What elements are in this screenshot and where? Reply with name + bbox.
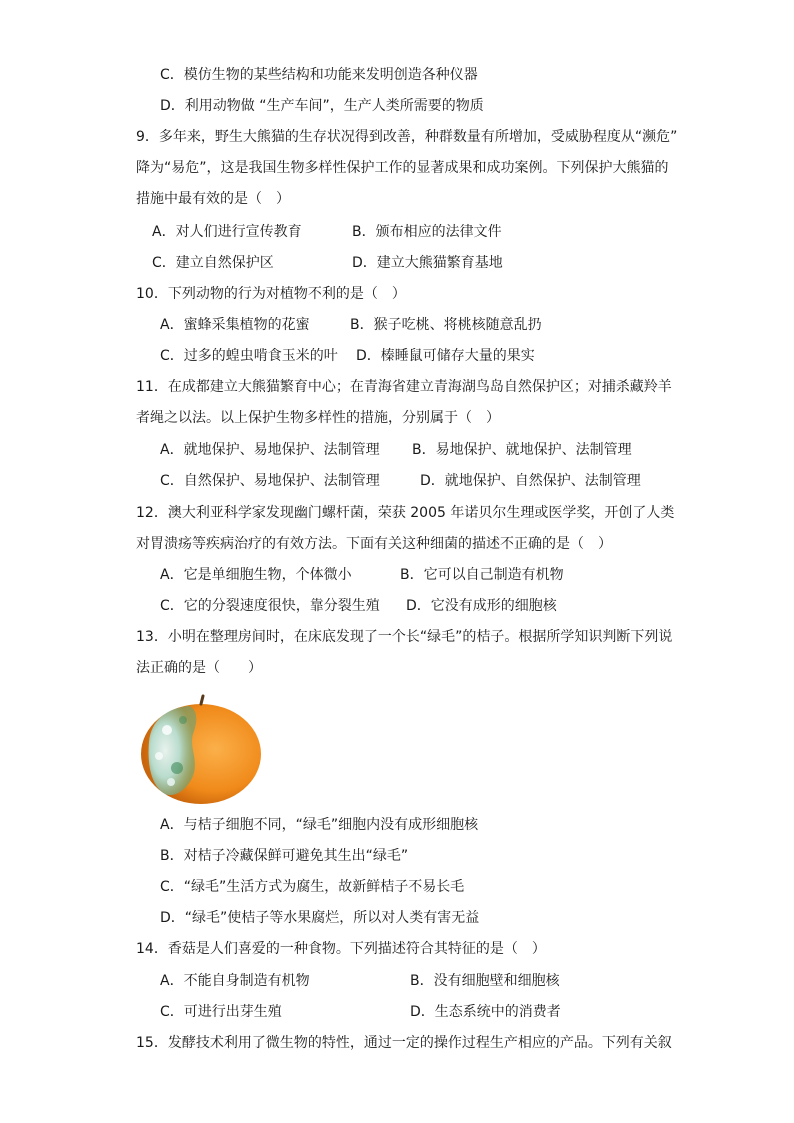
q9-option-d: D．建立大熊猫繁育基地 — [352, 255, 503, 271]
q11-option-a: A．就地保护、易地保护、法制管理 — [160, 442, 380, 458]
option-c-line: C．模仿生物的某些结构和功能来发明创造各种仪器 — [160, 67, 478, 83]
question-15: 15．发酵技术利用了微生物的特性，通过一定的操作过程生产相应的产品。下列有关叙 — [136, 1035, 672, 1051]
question-9-line-3: 措施中最有效的是（ ） — [136, 191, 290, 207]
question-9-line-2: 降为“易危”，这是我国生物多样性保护工作的显著成果和成功案例。下列保护大熊猫的 — [136, 160, 669, 176]
q10-option-b: B．猴子吃桃、将桃核随意乱扔 — [350, 317, 542, 333]
q11-option-b: B．易地保护、就地保护、法制管理 — [412, 442, 632, 458]
q11-option-d: D．就地保护、自然保护、法制管理 — [420, 473, 641, 489]
q12-option-b: B．它可以自己制造有机物 — [400, 567, 564, 583]
q9-option-a: A．对人们进行宣传教育 — [152, 224, 302, 240]
moldy-orange-photo — [137, 690, 263, 808]
question-13-line-1: 13．小明在整理房间时，在床底发现了一个长“绿毛”的桔子。根据所学知识判断下列说 — [136, 629, 673, 645]
q12-option-c: C．它的分裂速度很快，靠分裂生殖 — [160, 598, 380, 614]
question-9-line-1: 9．多年来，野生大熊猫的生存状况得到改善，种群数量有所增加，受威胁程度从“濒危” — [136, 129, 678, 145]
q10-option-c: C．过多的蝗虫啃食玉米的叶 — [160, 348, 338, 364]
q13-option-b: B．对桔子冷藏保鲜可避免其生出“绿毛” — [160, 848, 409, 864]
q11-option-c: C．自然保护、易地保护、法制管理 — [160, 473, 380, 489]
q12-option-d: D．它没有成形的细胞核 — [406, 598, 557, 614]
q10-option-a: A．蜜蜂采集植物的花蜜 — [160, 317, 310, 333]
question-11-line-1: 11．在成都建立大熊猫繁育中心；在青海省建立青海湖鸟岛自然保护区；对捕杀藏羚羊 — [136, 379, 672, 395]
q13-option-c: C．“绿毛”生活方式为腐生，故新鲜桔子不易长毛 — [160, 879, 465, 895]
question-10: 10．下列动物的行为对植物不利的是（ ） — [136, 286, 406, 302]
question-13-line-2: 法正确的是（ ） — [136, 660, 262, 676]
moldy-orange-icon — [137, 690, 263, 808]
question-12-line-1: 12．澳大利亚科学家发现幽门螺杆菌，荣获 2005 年诺贝尔生理或医学奖，开创了人类 — [136, 505, 675, 521]
question-14: 14．香菇是人们喜爱的一种食物。下列描述符合其特征的是（ ） — [136, 941, 546, 957]
q14-option-a: A．不能自身制造有机物 — [160, 973, 310, 989]
q14-option-c: C．可进行出芽生殖 — [160, 1004, 282, 1020]
q9-option-c: C．建立自然保护区 — [152, 255, 274, 271]
q14-option-d: D．生态系统中的消费者 — [410, 1004, 561, 1020]
q12-option-a: A．它是单细胞生物，个体微小 — [160, 567, 352, 583]
q9-option-b: B．颁布相应的法律文件 — [352, 224, 502, 240]
q10-option-d: D．榛睡鼠可储存大量的果实 — [356, 348, 535, 364]
q13-option-d: D．“绿毛”使桔子等水果腐烂，所以对人类有害无益 — [160, 910, 480, 926]
option-d-line: D．利用动物做 “生产车间”，生产人类所需要的物质 — [160, 98, 484, 114]
question-11-line-2: 者绳之以法。以上保护生物多样性的措施，分别属于（ ） — [136, 410, 500, 426]
q14-option-b: B．没有细胞壁和细胞核 — [410, 973, 560, 989]
question-12-line-2: 对胃溃疡等疾病治疗的有效方法。下面有关这种细菌的描述不正确的是（ ） — [136, 536, 612, 552]
q13-option-a: A．与桔子细胞不同，“绿毛”细胞内没有成形细胞核 — [160, 817, 479, 833]
